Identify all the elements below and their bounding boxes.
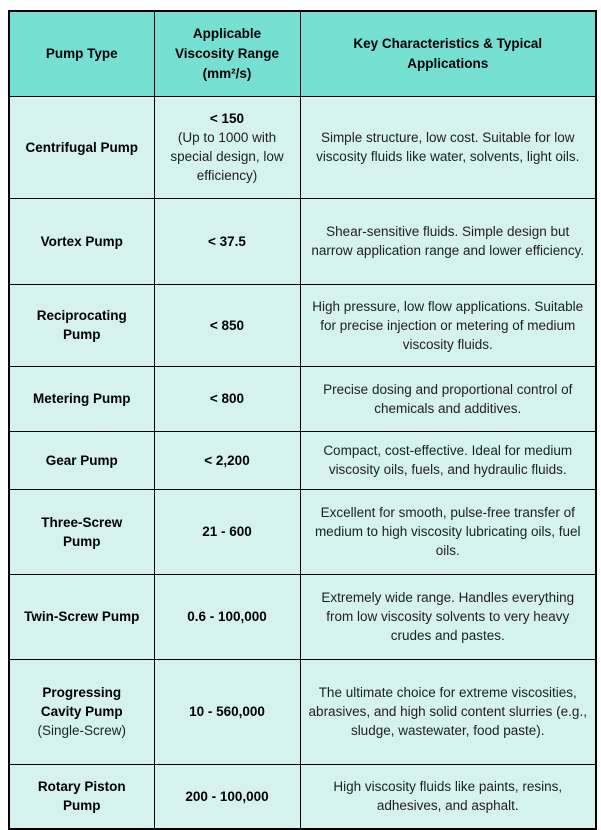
characteristics-text: Excellent for smooth, pulse-free transfer of medium to high viscosity lubricating oils, fuel oils. xyxy=(314,505,581,558)
range-value: 200 - 100,000 xyxy=(185,788,269,804)
pump-type-cell xyxy=(9,489,154,574)
pump-name: Centrifugal Pump xyxy=(25,139,138,155)
characteristics-cell xyxy=(300,284,596,366)
viscosity-range-cell xyxy=(154,764,300,829)
characteristics-text: Extremely wide range. Handles everything from low viscosity solvents to very heavy crudes and pastes. xyxy=(321,590,575,643)
range-value: 21 - 600 xyxy=(202,524,252,539)
table-row xyxy=(9,574,596,659)
pump-name: Gear Pump xyxy=(45,452,118,468)
pump-type-cell xyxy=(9,284,154,366)
header-row xyxy=(9,11,596,96)
range-value: 10 - 560,000 xyxy=(189,704,265,719)
range-value: < 37.5 xyxy=(208,233,246,249)
characteristics-cell xyxy=(300,659,596,764)
table-body xyxy=(9,96,596,829)
viscosity-range-cell xyxy=(154,198,300,284)
viscosity-range-cell xyxy=(154,489,300,574)
characteristics-text: Compact, cost-effective. Ideal for medium viscosity oils, fuels, and hydraulic fluids. xyxy=(323,443,573,477)
header-characteristics xyxy=(300,11,596,96)
table-row xyxy=(9,489,596,574)
pump-type-cell xyxy=(9,659,154,764)
table-row xyxy=(9,284,596,366)
header-pump-type xyxy=(9,11,154,96)
characteristics-cell xyxy=(300,366,596,431)
pump-name: Progressing Cavity Pump xyxy=(40,685,123,719)
table-row xyxy=(9,431,596,489)
pump-type-cell xyxy=(9,764,154,829)
range-value: < 800 xyxy=(209,391,245,406)
table-row xyxy=(9,198,596,284)
characteristics-cell xyxy=(300,489,596,574)
header-viscosity-range xyxy=(154,11,300,96)
characteristics-cell xyxy=(300,96,596,198)
pump-name: Vortex Pump xyxy=(40,233,123,249)
viscosity-range-cell xyxy=(154,284,300,366)
header-pump-type-label: Pump Type xyxy=(45,45,118,61)
pump-type-cell xyxy=(9,198,154,284)
pump-type-cell xyxy=(9,574,154,659)
table-row xyxy=(9,659,596,764)
table-row xyxy=(9,96,596,198)
pump-note: (Single-Screw) xyxy=(37,723,127,738)
table-header xyxy=(9,11,596,96)
header-viscosity-range-label: Applicable Viscosity Range (mm²/s) xyxy=(174,25,280,81)
viscosity-range-cell xyxy=(154,574,300,659)
pump-viscosity-table xyxy=(8,10,597,830)
pump-name: Twin-Screw Pump xyxy=(24,609,140,624)
characteristics-cell xyxy=(300,198,596,284)
range-value: 0.6 - 100,000 xyxy=(187,609,267,624)
characteristics-text: Precise dosing and proportional control of chemicals and additives. xyxy=(323,381,573,416)
table-row xyxy=(9,366,596,431)
pump-type-cell xyxy=(9,366,154,431)
characteristics-text: High pressure, low flow applications. Suitable for precise injection or metering of medium viscosity fluids. xyxy=(312,298,584,352)
viscosity-range-cell xyxy=(154,366,300,431)
range-value: < 850 xyxy=(209,317,245,333)
viscosity-range-cell xyxy=(154,659,300,764)
characteristics-text: The ultimate choice for extreme viscosities, abrasives, and high solid content slurries (e.g., sludge, wastewater, food paste). xyxy=(308,685,587,738)
pump-type-cell xyxy=(9,96,154,198)
pump-name: Three-Screw Pump xyxy=(41,514,123,549)
characteristics-text: Shear-sensitive fluids. Simple design but narrow application range and lower efficiency. xyxy=(311,224,585,258)
header-characteristics-label: Key Characteristics & Typical Applications xyxy=(353,35,543,71)
characteristics-cell xyxy=(300,431,596,489)
pump-name: Metering Pump xyxy=(32,391,131,406)
viscosity-range-cell xyxy=(154,431,300,489)
range-note: (Up to 1000 with special design, low efficiency) xyxy=(170,130,284,183)
table-row xyxy=(9,764,596,829)
characteristics-text: High viscosity fluids like paints, resins, adhesives, and asphalt. xyxy=(333,779,563,814)
pump-name: Rotary Piston Pump xyxy=(37,779,126,814)
characteristics-cell xyxy=(300,764,596,829)
viscosity-range-cell xyxy=(154,96,300,198)
characteristics-cell xyxy=(300,574,596,659)
pump-name: Reciprocating Pump xyxy=(36,308,127,342)
range-value: < 2,200 xyxy=(204,452,250,468)
pump-type-cell xyxy=(9,431,154,489)
characteristics-text: Simple structure, low cost. Suitable for low viscosity fluids like water, solvents, light oils. xyxy=(316,130,580,164)
range-value: < 150 xyxy=(209,111,245,126)
